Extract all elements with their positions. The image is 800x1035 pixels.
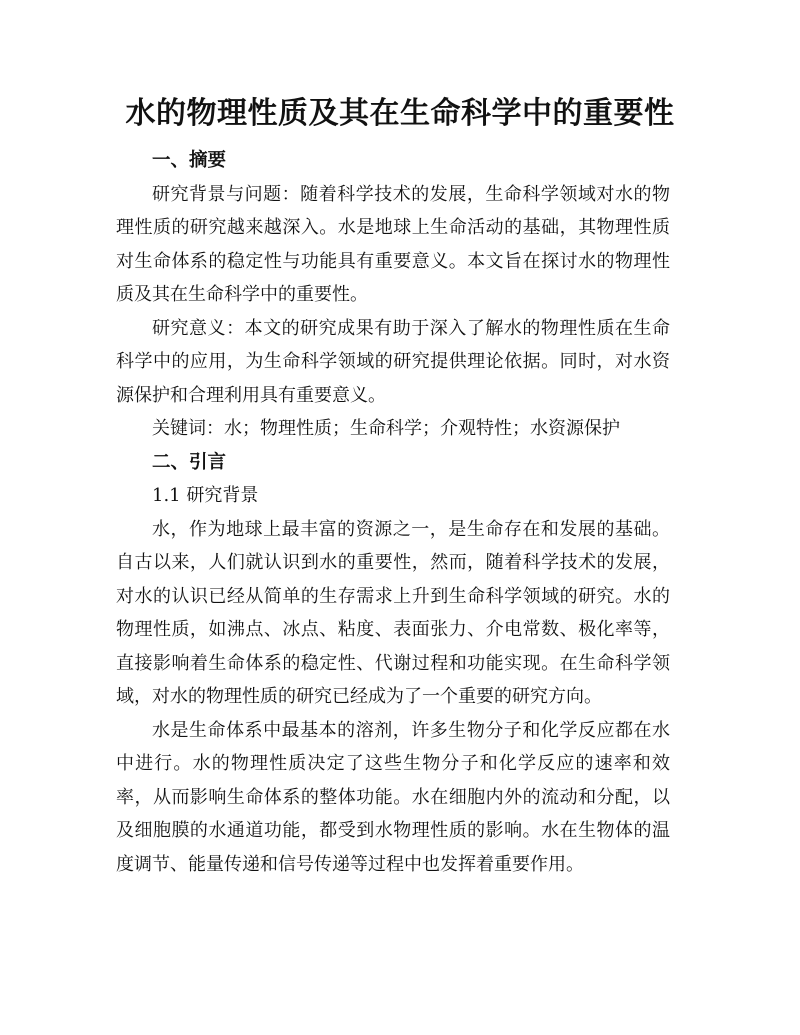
abstract-background-paragraph: 研究背景与问题：随着科学技术的发展，生命科学领域对水的物理性质的研究越来越深入。水是地球上生命活动的基础，其物理性质对生命体系的稳定性与功能具有重要意义。本文旨在探讨水的物理性质及其在生命科学中的重要性。 [116,183,670,305]
abstract-heading: 一、摘要 [152,150,227,171]
introduction-heading: 二、引言 [152,451,227,473]
document-body [116,144,670,881]
introduction-paragraph-2: 水是生命体系中最基本的溶剂，许多生物分子和化学反应都在水中进行。水的物理性质决定了这些生物分子和化学反应的速率和效率，从而影响生命体系的整体功能。水在细胞内外的流动和分配，以及细胞膜的水通道功能，都受到水物理性质的影响。水在生物体的温度调节、能量传递和信号传递等过程中也发挥着重要作用。 [116,719,670,875]
introduction-paragraph-1: 水，作为地球上最丰富的资源之一，是生命存在和发展的基础。自古以来，人们就认识到水的重要性，然而，随着科学技术的发展，对水的认识已经从简单的生存需求上升到生命科学领域的研究。水的物理性质，如沸点、冰点、粘度、表面张力、介电常数、极化率等，直接影响着生命体系的稳定性、代谢过程和功能实现。在生命科学领域，对水的物理性质的研究已经成为了一个重要的研究方向。 [116,518,670,707]
abstract-significance-paragraph: 研究意义：本文的研究成果有助于深入了解水的物理性质在生命科学中的应用，为生命科学领域的研究提供理论依据。同时，对水资源保护和合理利用具有重要意义。 [116,317,670,406]
document-title: 水的物理性质及其在生命科学中的重要性 [125,96,675,131]
keywords-line: 关键词：水；物理性质；生命科学；介观特性；水资源保护 [152,418,620,439]
research-background-subheading: 1.1 研究背景 [152,485,259,506]
